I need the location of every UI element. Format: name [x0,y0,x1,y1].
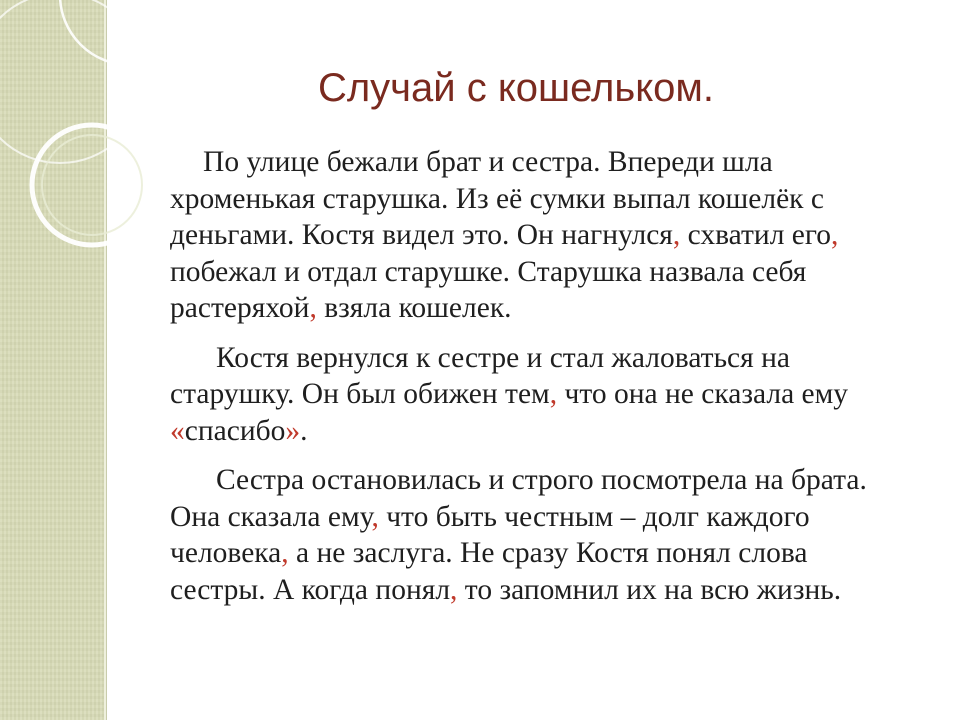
text-line: хроменькая старушка. Из её сумки выпал кошелёк с [170,182,824,215]
highlighted-punctuation: , [831,219,839,251]
highlighted-punctuation: , [371,500,379,533]
highlighted-punctuation: « [170,414,185,447]
highlighted-punctuation: , [549,378,558,410]
text-line: «спасибо». [170,414,308,447]
story-text [170,144,930,621]
paragraph-3 [170,462,930,608]
text-line: Сестра остановилась и строго посмотрела на брата. [216,464,867,496]
paragraph-2 [170,340,930,450]
text-line: Она сказала ему, что быть честным – долг каждого [170,500,810,533]
text-line: побежал и отдал старушке. Старушка назвала себя [170,255,807,288]
highlighted-punctuation: , [281,537,289,569]
text-line: Костя вернулся к сестре и стал жаловаться на [216,341,790,374]
slide-title: Случай с кошельком. [317,66,715,110]
text-line: По улице бежали брат и сестра. Впереди шла [203,146,773,178]
highlighted-punctuation: » [285,414,301,447]
text-line: сестры. А когда понял, то запомнил их на всю жизнь. [170,573,842,606]
paragraph-1 [170,144,930,327]
text-line: старушку. Он был обижен тем, что она не сказала ему [170,378,849,410]
highlighted-punctuation: , [672,219,681,251]
highlighted-punctuation: , [309,292,317,324]
text-line: деньгами. Костя видел это. Он нагнулся, схватил его, [170,219,839,251]
text-line: человека, а не заслуга. Не сразу Костя понял слова [170,537,808,569]
highlighted-punctuation: , [450,573,458,606]
text-line: растеряхой, взяла кошелек. [170,292,512,324]
